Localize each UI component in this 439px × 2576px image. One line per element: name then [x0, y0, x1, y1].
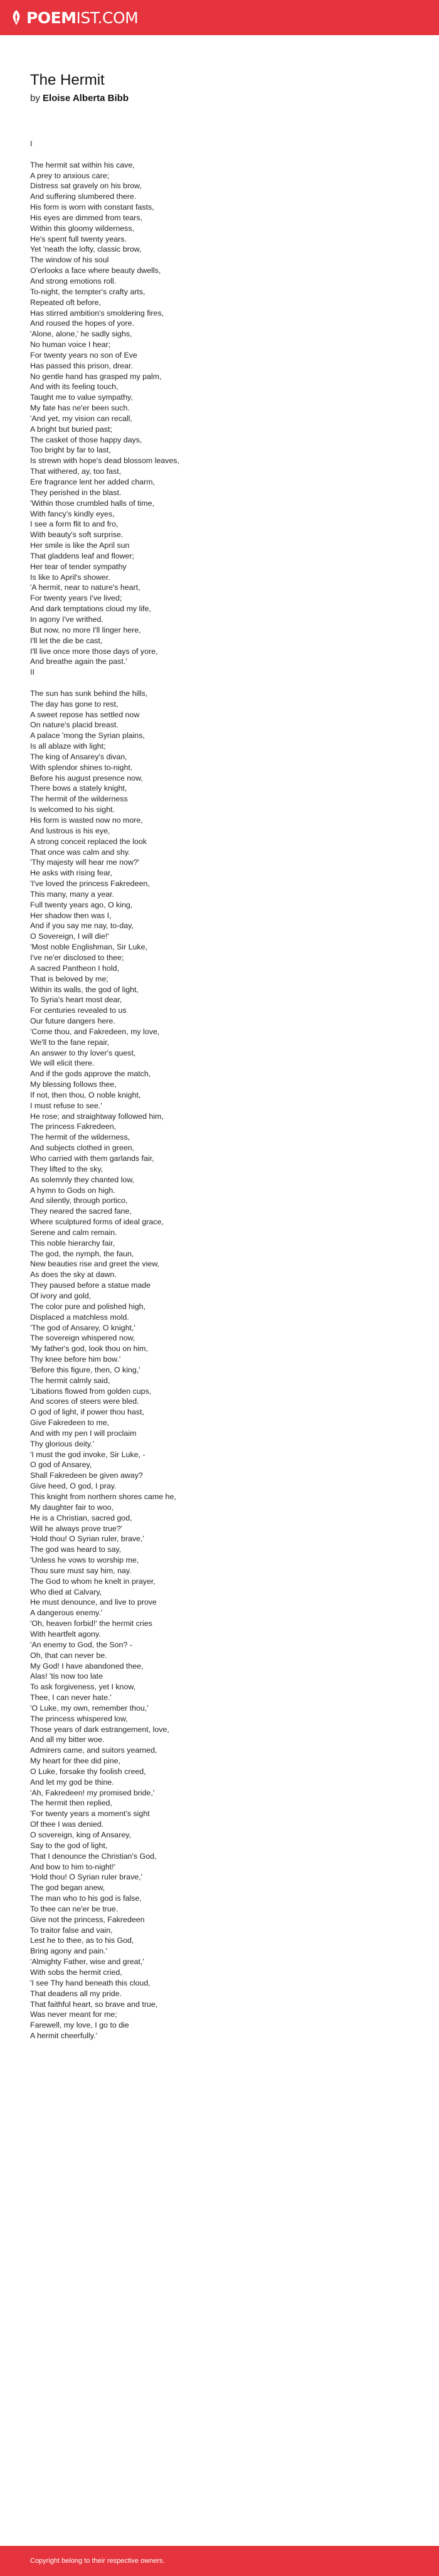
poem-byline [30, 93, 409, 104]
poem-line [30, 149, 409, 160]
poem-line: 'I've loved the princess Fakredeen, [30, 879, 150, 889]
poem-line: 'And yet, my vision can recall, [30, 414, 132, 423]
poem-line: But now, no more I'll linger here, [30, 625, 141, 634]
poem-line: Of ivory and gold, [30, 1291, 92, 1300]
poem-line: Is like to April's shower. [30, 572, 110, 582]
site-logo-text: POEMIST.COM [26, 8, 139, 27]
poem-line: He is a Christian, sacred god, [30, 1513, 132, 1522]
poem-line: Thy knee before him bow.' [30, 1355, 121, 1364]
poem-line: As does the sky at dawn. [30, 1270, 117, 1280]
poem-line: The man who to his god is false, [30, 1894, 142, 1903]
poem-line: A palace 'mong the Syrian plains, [30, 731, 145, 740]
poem-line: Our future dangers here. [30, 1017, 115, 1026]
poem-line: No human voice I hear; [30, 340, 111, 350]
poem-line: Her shadow then was I, [30, 911, 112, 920]
poem-line: And roused the hopes of yore. [30, 319, 135, 328]
poem-line: A hermit cheerfully.' [30, 2031, 97, 2041]
poem-line: Full twenty years ago, O king, [30, 900, 133, 909]
poem-line: Of thee I was denied. [30, 1820, 104, 1829]
poem-line: For twenty years no son of Eve [30, 350, 137, 360]
poem-line: Her smile is like the April sun [30, 541, 130, 550]
site-logo[interactable] [10, 9, 138, 27]
poem-line: And with my pen I will proclaim [30, 1428, 137, 1438]
poem-line: New beauties rise and greet the view, [30, 1259, 159, 1269]
poem-line: And scores of steers were bled. [30, 1397, 139, 1406]
poem-line: We will elicit there. [30, 1059, 95, 1068]
poem-line: 'Almighty Father, wise and great,' [30, 1957, 144, 1967]
poem-line: The color pure and polished high, [30, 1301, 145, 1311]
poem-line: 'Hold thou! O Syrian ruler, brave,' [30, 1534, 144, 1544]
poem-line: As solemnly they chanted low, [30, 1175, 134, 1184]
poem-line: 'A hermit, near to nature's heart, [30, 583, 140, 592]
poem-line: I must refuse to see.' [30, 1101, 102, 1110]
poem-body [30, 139, 409, 2041]
poem-line: O god of Ansarey, [30, 1460, 92, 1470]
poem-line: That withered, ay, too fast, [30, 467, 122, 476]
poem-line: This noble hierarchy fair, [30, 1238, 115, 1248]
poem-line: That faithful heart, so brave and true, [30, 1999, 158, 2009]
poem-line: And if the gods approve the match, [30, 1069, 151, 1079]
poem-line: He must denounce, and live to prove [30, 1598, 157, 1607]
poem-line: The god was heard to say, [30, 1545, 122, 1554]
poem-line: I'll live once more those days of yore, [30, 646, 158, 656]
poem-line: With fancy's kindly eyes, [30, 509, 115, 518]
poem-line: To ask forgiveness, yet I know, [30, 1682, 136, 1692]
poem-line: Displaced a matchless mold. [30, 1312, 129, 1322]
poem-line: 'I see Thy hand beneath this cloud, [30, 1978, 151, 1987]
poem-line: The king of Ansarey's divan, [30, 752, 127, 761]
poem-line: Within its walls, the god of light, [30, 985, 139, 994]
poem-line: And if you say me nay, to-day, [30, 921, 134, 931]
poem-line: Within this gloomy wilderness, [30, 223, 134, 233]
poem-content [0, 35, 439, 2546]
poem-line: My daughter fair to woo, [30, 1502, 114, 1512]
poem-line: We'll to the fane repair, [30, 1037, 110, 1047]
poem-line: O'erlooks a face where beauty dwells, [30, 266, 161, 275]
poem-line: To traitor false and vain, [30, 1925, 113, 1935]
poem-line: And all my bitter woe. [30, 1735, 105, 1745]
poem-line: Is strewn with hope's dead blossom leaves, [30, 456, 179, 466]
poem-line: O Luke, forsake thy foolish creed, [30, 1766, 146, 1776]
poem-line: An answer to thy lover's quest, [30, 1048, 136, 1057]
poem-line: 'Alone, alone,' he sadly sighs, [30, 329, 132, 339]
poem-line: My fate has ne'er been such. [30, 404, 130, 413]
poem-line: That deadens all my pride. [30, 1989, 122, 1998]
poem-line: 'For twenty years a moment's sight [30, 1809, 150, 1819]
poem-line: Taught me to value sympathy, [30, 393, 133, 402]
poem-line: No gentle hand has grasped my palm, [30, 371, 162, 381]
poem-line: They perished in the blast. [30, 488, 122, 497]
poem-line: That once was calm and shy. [30, 847, 130, 857]
byline-prefix: by [30, 93, 40, 104]
poem-line: 'Hold thou! O Syrian ruler brave,' [30, 1873, 142, 1882]
poem-line: His form is worn with constant fasts, [30, 203, 154, 212]
poem-line: Thou sure must say him, nay. [30, 1566, 132, 1575]
poem-line: The god, the nymph, the faun, [30, 1249, 134, 1258]
poem-line: Repeated oft before, [30, 297, 101, 307]
poem-line: Admirers came, and suitors yearned, [30, 1746, 157, 1755]
poem-line: And with its feeling touch, [30, 382, 119, 392]
poem-line: Has stirred ambition's smoldering fires, [30, 308, 164, 318]
poem-line: 'Ah, Fakredeen! my promised bride,' [30, 1788, 155, 1797]
poem-line: 'Before this figure, then, O king,' [30, 1365, 140, 1374]
site-footer [0, 2546, 439, 2576]
poem-line: The hermit of the wilderness, [30, 1133, 130, 1142]
poem-line: A bright but buried past; [30, 424, 112, 434]
poem-line: With beauty's soft surprise. [30, 530, 124, 540]
poem-line: 'An enemy to God, the Son? - [30, 1640, 132, 1649]
poem-line: Thee, I can never hate.' [30, 1693, 112, 1702]
poem-line: Yet 'neath the lofty, classic brow, [30, 245, 142, 254]
poem-line: Ere fragrance lent her added charm, [30, 478, 156, 486]
author-link[interactable]: Eloise Alberta Bibb [43, 93, 129, 104]
poem-line: And suffering slumbered there. [30, 192, 137, 201]
poem-line: With splendor shines to-night. [30, 762, 133, 772]
poem-line: Will he always prove true?' [30, 1524, 122, 1533]
poem-line: The princess Fakredeen, [30, 1122, 117, 1131]
poem-line: I've ne'er disclosed to thee; [30, 953, 124, 962]
poem-line: 'I must the god invoke, Sir Luke, - [30, 1450, 145, 1459]
site-header [0, 0, 439, 35]
poem-line: My God! I have abandoned thee, [30, 1661, 144, 1670]
poem-line: Say to the god of light, [30, 1841, 108, 1850]
poem-line: Alas! 'tis now too late [30, 1672, 103, 1681]
poem-line: Is all ablaze with light; [30, 742, 106, 751]
poem-line: Give Fakredeen to me, [30, 1418, 110, 1428]
poem-line: And let my god be thine. [30, 1777, 114, 1787]
poem-line: And breathe again the past.' [30, 657, 127, 666]
poem-line: A hymn to Gods on high. [30, 1185, 115, 1195]
poem-line: That gladdens leaf and flower; [30, 551, 135, 560]
poem-line: Who carried with them garlands fair, [30, 1154, 154, 1163]
poem-line [30, 678, 409, 688]
poem-line: For twenty years I've lived; [30, 594, 122, 603]
poem-line: My blessing follows thee, [30, 1080, 117, 1089]
poem-line: Serene and calm remain. [30, 1227, 117, 1237]
poem-line: 'Most noble Englishman, Sir Luke, [30, 943, 147, 952]
poem-line: His eyes are dimmed from tears, [30, 213, 143, 222]
poem-line: And silently, through portico, [30, 1196, 128, 1205]
poem-line: The day has gone to rest, [30, 699, 119, 708]
poem-line: Give heed, O god, I pray. [30, 1482, 117, 1491]
poem-line: There bows a stately knight, [30, 784, 127, 793]
poem-line: I'll let the die be cast, [30, 636, 103, 645]
poem-line: The god began anew, [30, 1883, 105, 1893]
poem-line: 'O Luke, my own, remember thou,' [30, 1703, 149, 1713]
poem-line: In agony I've writhed. [30, 614, 103, 624]
poem-line: That is beloved by me; [30, 974, 108, 983]
poem-line: Oh, that can never be. [30, 1650, 107, 1660]
poem-line: And bow to him to-night!' [30, 1862, 115, 1871]
poem-line: Bring agony and pain.' [30, 1947, 107, 1956]
poem-line: Has passed this prison, drear. [30, 361, 133, 370]
poem-line: 'Oh, heaven forbid!' the hermit cries [30, 1619, 152, 1628]
poem-line: Shall Fakredeen be given away? [30, 1471, 143, 1480]
copyright-text: Copyright belong to their respective owners. [30, 2557, 165, 2565]
poem-line: Is welcomed to his sight. [30, 805, 115, 815]
poem-line: And dark temptations cloud my life, [30, 604, 151, 614]
poem-line: The hermit then replied, [30, 1798, 112, 1808]
poem-line: 'My father's god, look thou on him, [30, 1344, 148, 1354]
poem-line: Her tear of tender sympathy [30, 562, 127, 571]
poem-line: Who died at Calvary, [30, 1587, 102, 1596]
poem-line: The princess whispered low, [30, 1714, 128, 1723]
poem-line: A dangerous enemy.' [30, 1608, 103, 1618]
poem-line: They lifted to the sky, [30, 1164, 103, 1173]
poem-line: And subjects clothed in green, [30, 1143, 135, 1153]
poem-line: Farewell, my love, I go to die [30, 2021, 129, 2030]
poem-line: For centuries revealed to us [30, 1006, 127, 1015]
poem-line: He asks with rising fear, [30, 868, 112, 878]
poem-line: The God to whom he knelt in prayer, [30, 1576, 156, 1586]
poem-line: Where sculptured forms of ideal grace, [30, 1217, 164, 1227]
poem-line: O god of light, if power thou hast, [30, 1408, 144, 1417]
poem-line: O sovereign, king of Ansarey, [30, 1830, 131, 1839]
poem-line: 'Come thou, and Fakredeen, my love, [30, 1027, 160, 1036]
poem-line: And strong emotions roll. [30, 276, 117, 286]
poem-line: They neared the sacred fane, [30, 1207, 132, 1216]
poem-line: A prey to anxious care; [30, 171, 110, 180]
poem-line: This many, many a year. [30, 889, 115, 899]
poem-line: That I denounce the Christian's God, [30, 1851, 157, 1861]
poem-line: Thy glorious deity.' [30, 1439, 94, 1448]
poem-line: 'Unless he vows to worship me, [30, 1556, 139, 1565]
poem-line: The sun has sunk behind the hills, [30, 688, 148, 698]
poem-line: The hermit sat within his cave, [30, 160, 135, 169]
poem-line: II [30, 668, 34, 677]
poem-line: He's spent full twenty years. [30, 234, 127, 243]
poem-line: 'Libations flowed from golden cups, [30, 1386, 152, 1396]
poem-line: The hermit of the wilderness [30, 794, 128, 804]
poem-line: Lest he to thee, as to his God, [30, 1936, 134, 1945]
poem-line: Before his august presence now, [30, 773, 143, 783]
poem-line: This knight from northern shores came he, [30, 1492, 176, 1501]
poem-line: If not, then thou, O noble knight, [30, 1090, 141, 1099]
poem-line: To thee can ne'er be true. [30, 1904, 119, 1913]
poem-line: 'The god of Ansarey, O knight,' [30, 1323, 135, 1332]
poem-line: A strong conceit replaced the look [30, 836, 147, 846]
poem-line: The sovereign whispered now, [30, 1333, 135, 1343]
poem-line: The casket of those happy days, [30, 435, 142, 444]
poem-line: Give not the princess, Fakredeen [30, 1915, 145, 1924]
poem-title: The Hermit [30, 72, 105, 88]
poem-line: I [30, 139, 33, 148]
poem-line: Distress sat gravely on his brow, [30, 181, 142, 191]
poem-line: And lustrous is his eye, [30, 826, 110, 835]
poem-line: With heartfelt agony. [30, 1629, 101, 1638]
quill-pen-icon [10, 9, 23, 26]
poem-line: Too bright by far to last, [30, 446, 111, 455]
poem-line: 'Within those crumbled halls of time, [30, 498, 154, 508]
poem-line: A sacred Pantheon I hold, [30, 963, 119, 973]
poem-line: The hermit calmly said, [30, 1376, 110, 1385]
poem-line: On nature's placid breast. [30, 720, 119, 730]
poem-line: O Sovereign, I will die!' [30, 932, 109, 941]
poem-line: A sweet repose has settled now [30, 710, 140, 719]
poem-line: The window of his soul [30, 255, 109, 265]
poem-line: My heart for thee did pine, [30, 1756, 120, 1766]
poem-line: Those years of dark estrangement, love, [30, 1724, 169, 1734]
poem-line: To-night, the tempter's crafty arts, [30, 287, 145, 296]
poem-line: His form is wasted now no more, [30, 816, 143, 825]
poem-line: Was never meant for me; [30, 2010, 117, 2019]
poem-line: He rose; and straightway followed him, [30, 1111, 164, 1121]
poem-line: I see a form flit to and fro, [30, 520, 119, 529]
poem-line: To Syria's heart most dear, [30, 995, 122, 1005]
poem-line: With sobs the hermit cried, [30, 1967, 122, 1977]
poem-line: They paused before a statue made [30, 1281, 151, 1290]
poem-line: 'Thy majesty will hear me now?' [30, 858, 140, 867]
